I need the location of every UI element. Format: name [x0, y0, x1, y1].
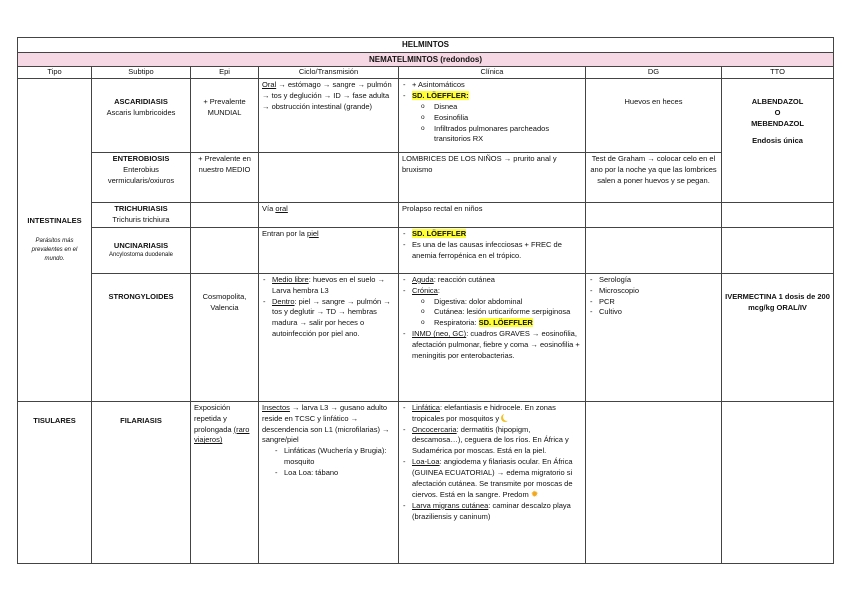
- epi-cell: [191, 203, 259, 228]
- ciclo-text: : piel → sangre → pulmón → tos y deglutir → TD → hembras madura → salir por heces o autoinfección por piel ano.: [272, 296, 391, 339]
- loeffler-highlight: SD. LÖEFFLER:: [412, 90, 469, 100]
- ciclo-item: - Loa Loa: tábano: [284, 468, 395, 479]
- clinica-label: Oncocercaria: [412, 424, 457, 434]
- header-tipo: Tipo: [18, 67, 92, 79]
- tto-drug: MEBENDAZOL: [751, 118, 804, 128]
- clinica-subitem: o Cutánea: lesión urticariforme serpiginosa: [434, 307, 582, 318]
- subtipo-species: Enterobius vermicularis/oxiuros: [107, 164, 175, 185]
- header-ciclo: Ciclo/Transmisión: [259, 67, 399, 79]
- clinica-text: : caminar descalzo playa (braziliensis y caninum): [412, 500, 571, 521]
- tto-cell: [722, 79, 834, 203]
- dg-item: - PCR: [599, 297, 718, 308]
- clinica-item: [412, 329, 582, 362]
- tto-cell: [722, 203, 834, 228]
- epi-note: (raro viajeros): [194, 424, 250, 445]
- ciclo-item: [272, 297, 395, 341]
- tto-drug: ALBENDAZOL: [751, 97, 804, 107]
- group-intestinales: [18, 79, 92, 402]
- ciclo-text: → estómago → sangre → pulmón → tos y deglución → ID → fase adulta → obstrucción intestinal (grande): [262, 80, 392, 111]
- clinica-cell: [399, 227, 586, 273]
- clinica-cell: Prolapso rectal en niños: [399, 203, 586, 228]
- ciclo-oral: Oral: [262, 80, 277, 90]
- table-subtitle: NEMATELMINTOS (redondos): [18, 52, 834, 67]
- clinica-subitem: o Disnea: [434, 102, 582, 113]
- clinica-cell: [399, 273, 586, 401]
- clinica-item: [412, 275, 582, 286]
- epi-cell: Cosmopolita, Valencia: [191, 273, 259, 401]
- subtipo-name: TRICHURIASIS: [114, 204, 168, 214]
- header-tto: TTO: [722, 67, 834, 79]
- clinica-label: Larva migrans cutánea: [412, 500, 489, 510]
- helmintos-table: [17, 37, 834, 564]
- dg-cell: [586, 401, 722, 563]
- row-filariasis: [18, 401, 834, 563]
- subtipo-cell: [92, 203, 191, 228]
- clinica-cell: [399, 79, 586, 153]
- loeffler-highlight: SD. LÖEFFLER: [412, 228, 467, 238]
- ciclo-cell: [259, 79, 399, 153]
- clinica-item: [412, 229, 582, 240]
- ciclo-oral: oral: [275, 204, 288, 214]
- tto-cell: [722, 401, 834, 563]
- subtipo-species: Trichuris trichiura: [112, 214, 170, 224]
- loeffler-highlight: SD. LÖEFFLER: [478, 318, 533, 328]
- header-subtipo: Subtipo: [92, 67, 191, 79]
- ciclo-text: Entran por la: [262, 228, 308, 238]
- subtipo-cell: [92, 153, 191, 203]
- row-strongyloides: [18, 273, 834, 401]
- ciclo-text: Vía: [262, 204, 276, 214]
- clinica-cell: [399, 401, 586, 563]
- epi-cell: [191, 227, 259, 273]
- ciclo-cell: [259, 227, 399, 273]
- subtipo-name: ASCARIDIASIS: [114, 97, 168, 107]
- ciclo-item: - Linfáticas (Wuchería y Brugia): mosquito: [284, 446, 395, 468]
- dg-item: - Microscopio: [599, 286, 718, 297]
- clinica-subitem: o Digestiva: dolor abdominal: [434, 297, 582, 308]
- row-ascaridiasis: [18, 79, 834, 153]
- subtipo-cell: [92, 227, 191, 273]
- tto-cell: IVERMECTINA 1 dosis de 200 mcg/kg ORAL/IV: [722, 273, 834, 401]
- clinica-label: Aguda: [412, 274, 434, 284]
- moon-icon: [501, 414, 509, 422]
- clinica-subitem: o Eosinofilia: [434, 113, 582, 124]
- clinica-text: : elefantiasis e hidrocele. En zonas tropicales por mosquitos y: [412, 402, 556, 423]
- clinica-subitem: o Infiltrados pulmonares parcheados transitorios RX: [434, 124, 582, 146]
- row-enterobiosis: [18, 153, 834, 203]
- clinica-text: : cuadros GRAVES → eosinofilia, afectación pulmonar, fiebre y coma → eosinofilia + meningitis por enterobacterias.: [412, 329, 580, 360]
- row-trichuriasis: [18, 203, 834, 228]
- clinica-label: Crónica: [412, 285, 438, 295]
- dg-item: - Serología: [599, 275, 718, 286]
- ciclo-cell: [259, 153, 399, 203]
- tto-cell: [722, 227, 834, 273]
- tto-or: O: [774, 107, 781, 117]
- group-note: Parásitos más prevalentes en el mundo.: [31, 238, 78, 262]
- ciclo-label: Insectos: [262, 402, 290, 412]
- epi-text: Exposición repetida y prolongada: [194, 402, 234, 434]
- subtipo-name: FILARIASIS: [92, 401, 191, 563]
- group-name: INTESTINALES: [27, 216, 82, 226]
- clinica-label: INMD (neo, GC): [412, 329, 467, 339]
- ciclo-cell: [259, 273, 399, 401]
- subtipo-name: STRONGYLOIDES: [92, 273, 191, 401]
- subtipo-name: ENTEROBIOSIS: [112, 154, 170, 164]
- clinica-item: [412, 403, 582, 425]
- dg-cell: [586, 273, 722, 401]
- group-tisulares: TISULARES: [18, 401, 92, 563]
- clinica-text: :: [437, 285, 440, 295]
- ciclo-text: : huevos en el suelo → Larva hembra L3: [272, 274, 385, 295]
- table-title: HELMINTOS: [18, 38, 834, 53]
- clinica-subitem: [434, 318, 582, 329]
- clinica-item: [412, 91, 582, 145]
- ciclo-piel: piel: [307, 228, 319, 238]
- clinica-item: [412, 425, 582, 458]
- dg-item: - Cultivo: [599, 307, 718, 318]
- subtipo-species: Ascaris lumbricoides: [106, 107, 176, 117]
- epi-cell: + Prevalente en nuestro MEDIO: [191, 153, 259, 203]
- ciclo-item: [272, 275, 395, 297]
- header-row: [18, 67, 834, 79]
- tto-dose: Endosis única: [752, 135, 803, 145]
- epi-cell: + Prevalente MUNDIAL: [191, 79, 259, 153]
- sun-icon: ✹: [530, 488, 539, 499]
- clinica-cell: LOMBRICES DE LOS NIÑOS → prurito anal y bruxismo: [399, 153, 586, 203]
- epi-cell: [191, 401, 259, 563]
- subtipo-name: UNCINARIASIS: [113, 240, 169, 250]
- clinica-text: : dermatitis (hipopigm, descamosa…), ceguera de los ríos. En África y Sudamérica por moscas. Está en la piel.: [412, 424, 569, 456]
- row-uncinariasis: [18, 227, 834, 273]
- clinica-item: [412, 286, 582, 330]
- clinica-item: [412, 457, 582, 501]
- dg-cell: [586, 203, 722, 228]
- ciclo-text: → larva L3 → gusano adulto reside en TCSC y linfático → descendencia son L1 (microfilarias) → sangre/piel: [262, 402, 390, 445]
- ciclo-label: Medio libre: [272, 274, 309, 284]
- clinica-text: : angiodema y filariasis ocular. En África (GUINEA ECUATORIAL) → edema migratorio si afectación cutánea. Se transmite por moscas de ciervos. Está en la sangre. Predom: [412, 457, 573, 499]
- header-clinica: Clínica: [399, 67, 586, 79]
- clinica-item: [412, 501, 582, 523]
- clinica-item: - + Asintomáticos: [412, 80, 582, 91]
- clinica-text: : reacción cutánea: [433, 274, 495, 284]
- subtipo-species: Ancylostoma duodenale: [108, 252, 174, 259]
- subtipo-cell: [92, 79, 191, 153]
- ciclo-cell: [259, 203, 399, 228]
- clinica-item: - Es una de las causas infecciosas + FREC de anemia ferropénica en el trópico.: [412, 240, 582, 262]
- header-dg: DG: [586, 67, 722, 79]
- clinica-text: Respiratoria:: [434, 318, 479, 328]
- header-epi: Epi: [191, 67, 259, 79]
- dg-cell: Huevos en heces: [586, 79, 722, 153]
- clinica-label: Linfática: [412, 402, 440, 412]
- clinica-label: Loa-Loa: [412, 457, 440, 467]
- dg-cell: [586, 227, 722, 273]
- ciclo-label: Dentro: [272, 296, 295, 306]
- ciclo-cell: [259, 401, 399, 563]
- dg-cell: Test de Graham → colocar celo en el ano por la noche ya que las lombrices salen a poner huevos y se pegan.: [586, 153, 722, 203]
